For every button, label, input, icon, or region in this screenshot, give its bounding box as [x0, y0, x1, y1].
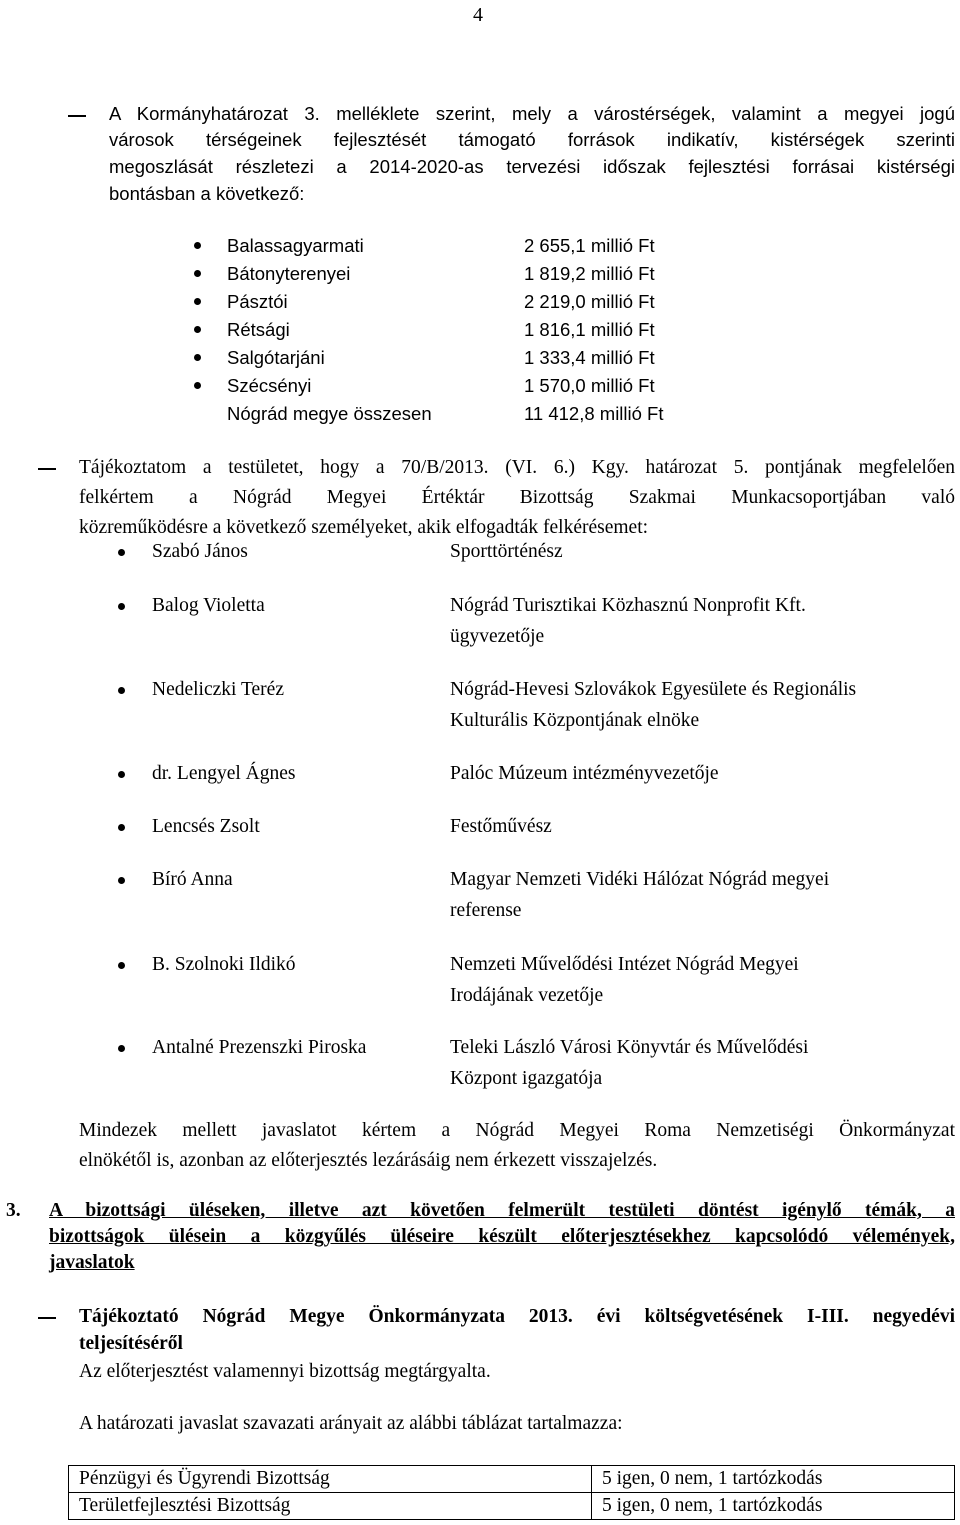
bullet-icon [118, 1045, 125, 1052]
region-amount: 2 219,0 millió Ft [524, 291, 655, 312]
info-line: közreműködésre a következő személyeket, akik elfogadták felkérésemet: [79, 517, 649, 538]
bullet-icon [194, 354, 201, 361]
section-number: 3. [6, 1200, 21, 1221]
bullet-icon [118, 824, 125, 831]
person-name: Antalné Prezenszki Piroska [152, 1037, 367, 1058]
intro-line: városok térségeinek fejlesztését támogató források indikatív, kistérségek szerinti [109, 129, 955, 150]
person-role: Központ igazgatója [450, 1068, 603, 1089]
intro-line: A Kormányhatározat 3. melléklete szerint, mely a várostérségek, valamint a megyei jogú [109, 103, 955, 124]
person-name: Szabó János [152, 541, 248, 562]
region-amount: 2 655,1 millió Ft [524, 235, 655, 256]
region-name: Salgótarjáni [227, 347, 325, 368]
person-role: Teleki László Városi Könyvtár és Művelődési [450, 1037, 809, 1058]
bullet-icon [194, 298, 201, 305]
region-total-amount: 11 412,8 millió Ft [524, 403, 664, 424]
bullet-icon [194, 242, 201, 249]
report-discussed: Az előterjesztést valamennyi bizottság megtárgyalta. [79, 1361, 491, 1382]
dash-bullet-icon [68, 115, 86, 117]
intro-line: bontásban a következő: [109, 183, 305, 204]
person-role: Nógrád-Hevesi Szlovákok Egyesülete és Regionális [450, 679, 857, 700]
person-role: Magyar Nemzeti Vidéki Hálózat Nógrád megyei [450, 869, 830, 890]
region-name: Balassagyarmati [227, 235, 364, 256]
region-amount: 1 333,4 millió Ft [524, 347, 655, 368]
region-name: Szécsényi [227, 375, 312, 396]
region-amount: 1 819,2 millió Ft [524, 263, 655, 284]
person-role: ügyvezetője [450, 626, 545, 647]
person-name: Nedeliczki Teréz [152, 679, 284, 700]
table-row [69, 1493, 955, 1520]
section-title: bizottságok ülésein a közgyűlés üléseire készült előterjesztésekhez kapcsolódó vélemények, [49, 1226, 955, 1247]
committee-cell: Területfejlesztési Bizottság [69, 1493, 592, 1520]
dash-bullet-icon [38, 1317, 56, 1319]
person-name: Lencsés Zsolt [152, 816, 260, 837]
roma-note-line: elnökétől is, azonban az előterjesztés lezárásáig nem érkezett visszajelzés. [79, 1150, 658, 1171]
roma-note-line: Mindezek mellett javaslatot kértem a Nógrád Megyei Roma Nemzetiségi Önkormányzat [79, 1120, 955, 1141]
region-name: Bátonyterenyei [227, 263, 351, 284]
person-role: referense [450, 900, 522, 921]
region-total-name: Nógrád megye összesen [227, 403, 432, 424]
vote-table [68, 1465, 955, 1520]
region-amount: 1 570,0 millió Ft [524, 375, 655, 396]
bullet-icon [118, 962, 125, 969]
region-amount: 1 816,1 millió Ft [524, 319, 655, 340]
table-intro: A határozati javaslat szavazati arányait az alábbi táblázat tartalmazza: [79, 1413, 623, 1434]
person-name: Bíró Anna [152, 869, 233, 890]
bullet-icon [118, 549, 125, 556]
person-role: Nemzeti Művelődési Intézet Nógrád Megyei [450, 954, 799, 975]
info-line: Tájékoztatom a testületet, hogy a 70/B/2013. (VI. 6.) Kgy. határozat 5. pontjának megfelelően [79, 457, 955, 478]
bullet-icon [118, 877, 125, 884]
person-role: Palóc Múzeum intézményvezetője [450, 763, 719, 784]
person-name: B. Szolnoki Ildikó [152, 954, 296, 975]
region-name: Pásztói [227, 291, 288, 312]
intro-line: megoszlását részletezi a 2014-2020-as tervezési időszak fejlesztési forrásai kistérségi [109, 156, 955, 177]
bullet-icon [194, 382, 201, 389]
table-row [69, 1466, 955, 1493]
bullet-icon [194, 326, 201, 333]
person-name: dr. Lengyel Ágnes [152, 763, 296, 784]
person-role: Irodájának vezetője [450, 985, 604, 1006]
result-cell: 5 igen, 0 nem, 1 tartózkodás [592, 1493, 955, 1520]
section-title: javaslatok [49, 1252, 135, 1273]
report-title: Tájékoztató Nógrád Megye Önkormányzata 2013. évi költségvetésének I-III. negyedévi [79, 1306, 955, 1327]
report-title: teljesítéséről [79, 1333, 183, 1354]
page-number: 4 [473, 4, 483, 26]
info-line: felkértem a Nógrád Megyei Értéktár Bizottság Szakmai Munkacsoportjában való [79, 487, 955, 508]
bullet-icon [118, 687, 125, 694]
region-name: Rétsági [227, 319, 290, 340]
bullet-icon [194, 270, 201, 277]
person-role: Kulturális Központjának elnöke [450, 710, 700, 731]
person-role: Sporttörténész [450, 541, 563, 562]
committee-cell: Pénzügyi és Ügyrendi Bizottság [69, 1466, 592, 1493]
person-role: Festőművész [450, 816, 552, 837]
person-role: Nógrád Turisztikai Közhasznú Nonprofit Kft. [450, 595, 806, 616]
person-name: Balog Violetta [152, 595, 265, 616]
bullet-icon [118, 771, 125, 778]
result-cell: 5 igen, 0 nem, 1 tartózkodás [592, 1466, 955, 1493]
bullet-icon [118, 603, 125, 610]
dash-bullet-icon [38, 468, 56, 470]
section-title: A bizottsági üléseken, illetve azt követően felmerült testületi döntést igénylő témák, a [49, 1200, 955, 1221]
